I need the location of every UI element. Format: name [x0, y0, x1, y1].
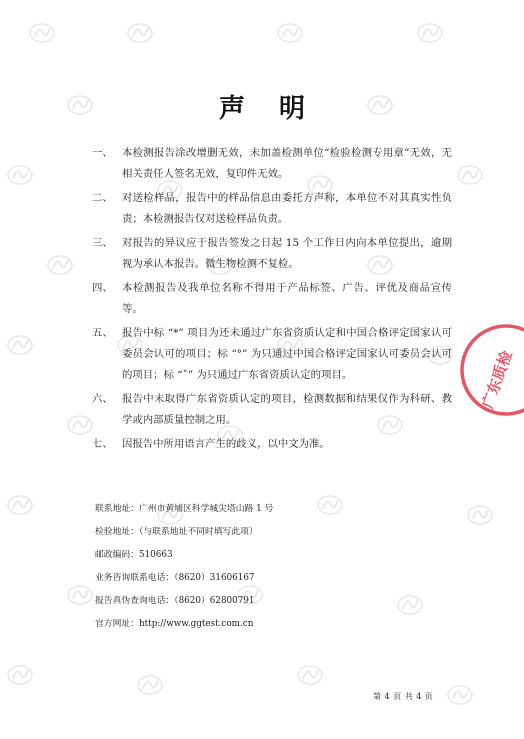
watermark-logo-icon — [440, 680, 480, 710]
contact-postcode: 邮政编码：510663 — [95, 550, 173, 560]
watermark-logo-icon — [290, 660, 330, 690]
clause-number: 五、 — [92, 327, 113, 339]
clause-number: 三、 — [92, 237, 113, 249]
clause-number: 二、 — [92, 192, 113, 204]
svg-text:广东质检: 广东质检 — [478, 348, 516, 411]
clause-number: 六、 — [92, 393, 113, 405]
contact-address: 联系地址：广州市黄埔区科学城尖塔山路 1 号 — [95, 504, 274, 514]
clause-number: 四、 — [92, 282, 113, 294]
clause-text: 报告中未取得广东省资质认定的项目，检测数据和结果仅作为科研、教学或内部质量控制之用。 — [122, 393, 452, 426]
contact-business-phone: 业务咨询联系电话：（8620）31606167 — [95, 573, 255, 583]
clause-1 — [92, 143, 452, 185]
clause-number: 一、 — [92, 147, 113, 159]
clause-4 — [92, 278, 452, 320]
clause-text: 对报告的异议应于报告签发之日起 15 个工作日内向本单位提出，逾期视为承认本报告。微生物检测不复检。 — [122, 237, 452, 270]
watermark-logo-icon — [0, 330, 40, 360]
watermark-logo-icon — [460, 500, 500, 530]
watermark-logo-icon — [0, 490, 40, 520]
clause-text: 本检测报告及我单位名称不得用于产品标签、广告、评优及商品宣传等。 — [122, 282, 452, 315]
clause-6 — [92, 389, 452, 431]
clause-7 — [92, 434, 452, 455]
page-title: 声明 — [218, 94, 339, 124]
clause-text: 本检测报告涂改增删无效，未加盖检测单位“检验检测专用章”无效，无相关责任人签名无效，复印件无效。 — [122, 147, 452, 180]
declaration-clauses — [92, 143, 452, 458]
contact-test-address: 检验地址：（与联系地址不同时填写此项） — [95, 527, 258, 537]
contact-website[interactable] — [95, 618, 415, 641]
watermark-logo-icon — [60, 580, 100, 610]
contact-verify-phone: 报告真伪查询电话：（8620）62800791 — [95, 596, 255, 606]
watermark-logo-icon — [22, 18, 62, 48]
clause-number: 七、 — [92, 438, 113, 450]
watermark-logo-icon — [120, 18, 160, 48]
clause-text: 对送检样品，报告中的样品信息由委托方声称，本单位不对其真实性负责；本检测报告仅对送检样品负责。 — [122, 192, 452, 225]
watermark-logo-icon — [40, 250, 80, 280]
clause-2 — [92, 188, 452, 230]
website-link[interactable]: 官方网址：http://www.ggtest.com.cn — [95, 619, 254, 629]
seal-stamp-icon — [456, 320, 524, 420]
contact-info — [95, 503, 415, 641]
watermark-logo-icon — [0, 160, 40, 190]
clause-3 — [92, 233, 452, 275]
watermark-logo-icon — [0, 660, 40, 690]
watermark-logo-icon — [450, 160, 490, 190]
clause-5 — [92, 323, 452, 386]
clause-text: 因报告中所用语言产生的歧义，以中文为准。 — [122, 438, 330, 450]
watermark-logo-icon — [270, 18, 310, 48]
watermark-logo-icon — [130, 670, 170, 700]
clause-text: 报告中标 “*” 项目为还未通过广东省资质认定和中国合格评定国家认可委员会认可的项目；标 “°” 为只通过中国合格评定国家认可委员会认可的项目；标 “˅” 为只通过广东省资质认定的项目。 — [122, 327, 452, 381]
watermark-logo-icon — [410, 18, 450, 48]
page-number: 第 4 页 共 4 页 — [373, 692, 434, 701]
